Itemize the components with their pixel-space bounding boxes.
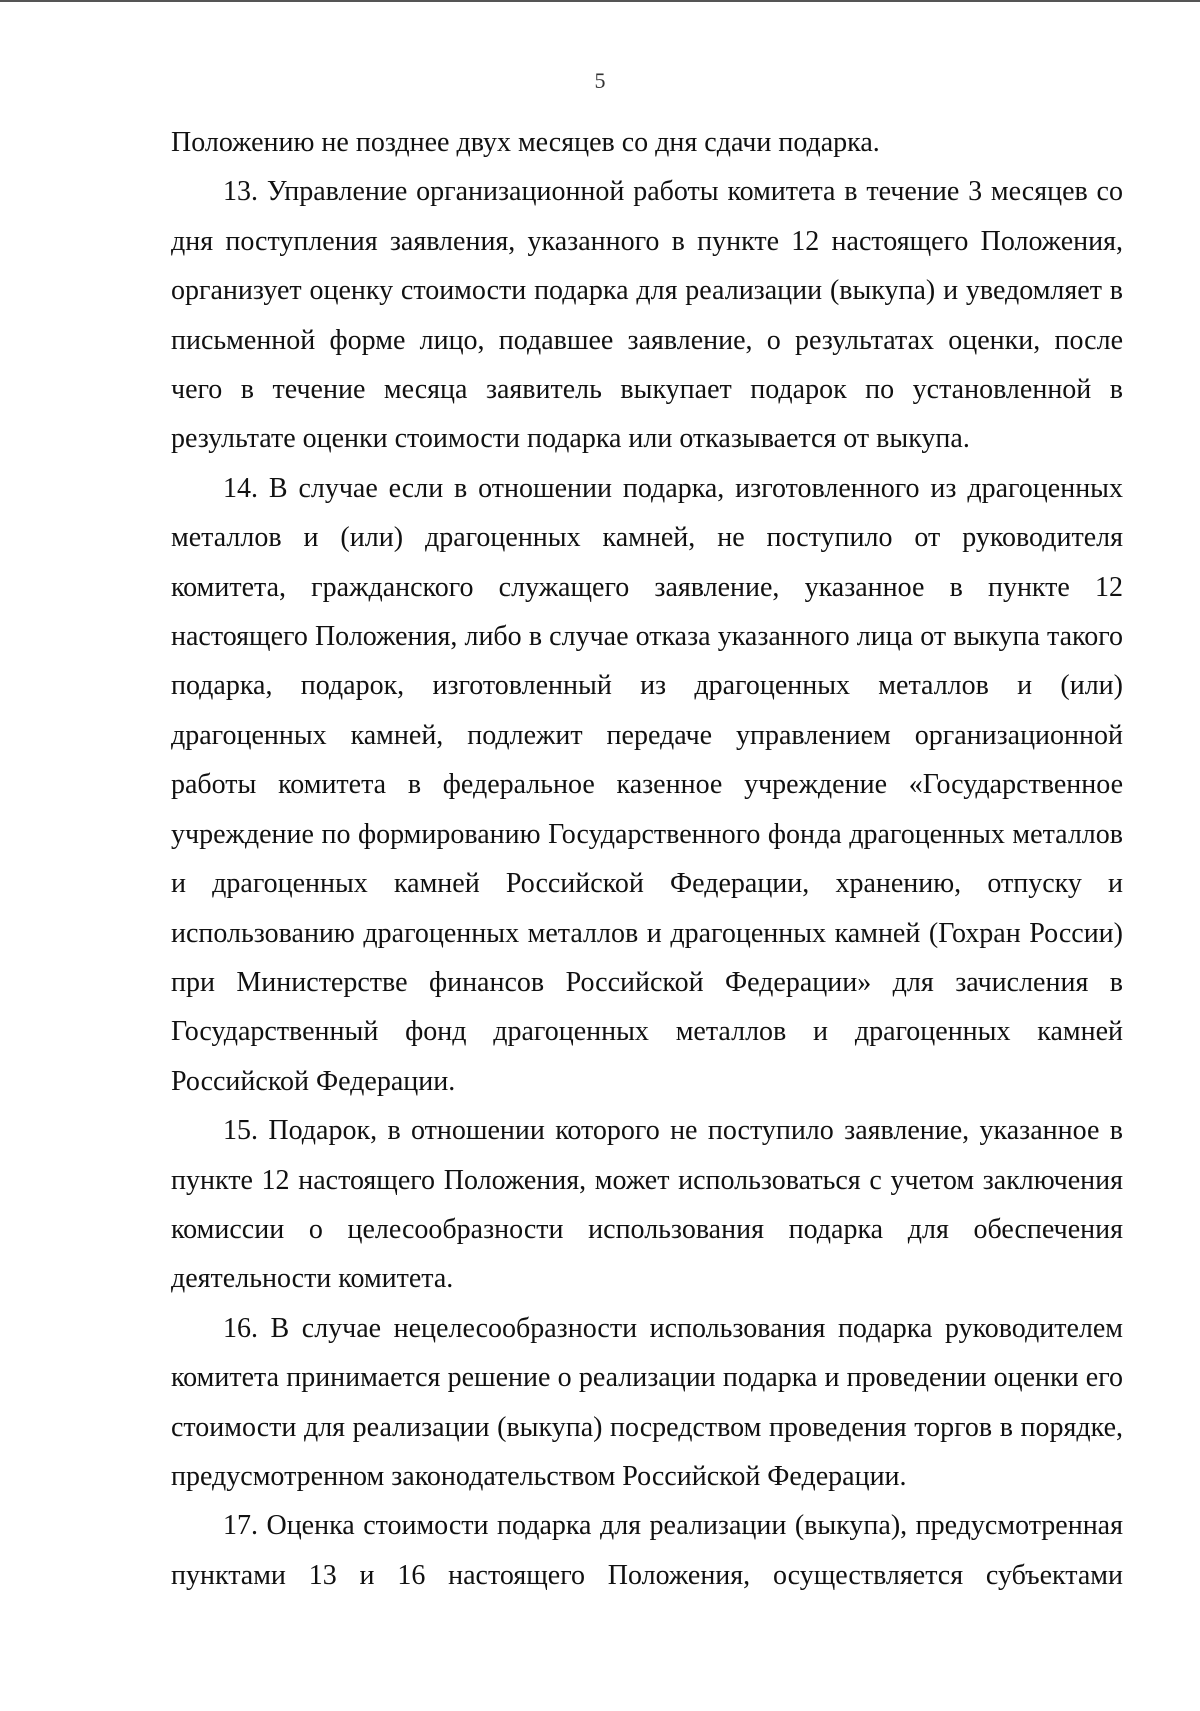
- paragraph-continuation: Положению не позднее двух месяцев со дня сдачи подарка.: [171, 127, 880, 158]
- document-body: [171, 118, 1123, 1600]
- paragraph-item-16: 16. В случае нецелесообразности использования подарка руководителем комитета принимается решение о реализации подарка и проведении оценки его стоимости для реализации (выкупа) посредством проведения торгов в порядке, предусмотренном законодательством Российской Федерации.: [171, 1312, 1123, 1492]
- paragraph-item-15: 15. Подарок, в отношении которого не поступило заявление, указанное в пункте 12 настоящего Положения, может использоваться с учетом заключения комиссии о целесообразности использования подарка для обеспечения деятельности комитета.: [171, 1115, 1123, 1295]
- paragraph-item-17: 17. Оценка стоимости подарка для реализации (выкупа), предусмотренная пунктами 13 и 16 настоящего Положения, осуществляется субъектами: [171, 1510, 1123, 1591]
- paragraph-item-14: 14. В случае если в отношении подарка, изготовленного из драгоценных металлов и (или) драгоценных камней, не поступило от руководителя комитета, гражданского служащего заявление, указанное в пункте 12 настоящего Положения, либо в случае отказа указанного лица от выкупа такого подарка, подарок, изготовленный из драгоценных металлов и (или) драгоценных камней, подлежит передаче управлением организационной работы комитета в федеральное казенное учреждение «Государственное учреждение по формированию Государственного фонда драгоценных металлов и драгоценных камней Российской Федерации, хранению, отпуску и использованию драгоценных металлов и драгоценных камней (Гохран России) при Министерстве финансов Российской Федерации» для зачисления в Государственный фонд драгоценных металлов и драгоценных камней Российской Федерации.: [171, 472, 1123, 1097]
- paragraph-item-13: 13. Управление организационной работы комитета в течение 3 месяцев со дня поступления заявления, указанного в пункте 12 настоящего Положения, организует оценку стоимости подарка для реализации (выкупа) и уведомляет в письменной форме лицо, подавшее заявление, о результатах оценки, после чего в течение месяца заявитель выкупает подарок по установленной в результате оценки стоимости подарка или отказывается от выкупа.: [171, 176, 1123, 455]
- page-number: 5: [594, 68, 606, 93]
- page-top-border: [0, 0, 1200, 2]
